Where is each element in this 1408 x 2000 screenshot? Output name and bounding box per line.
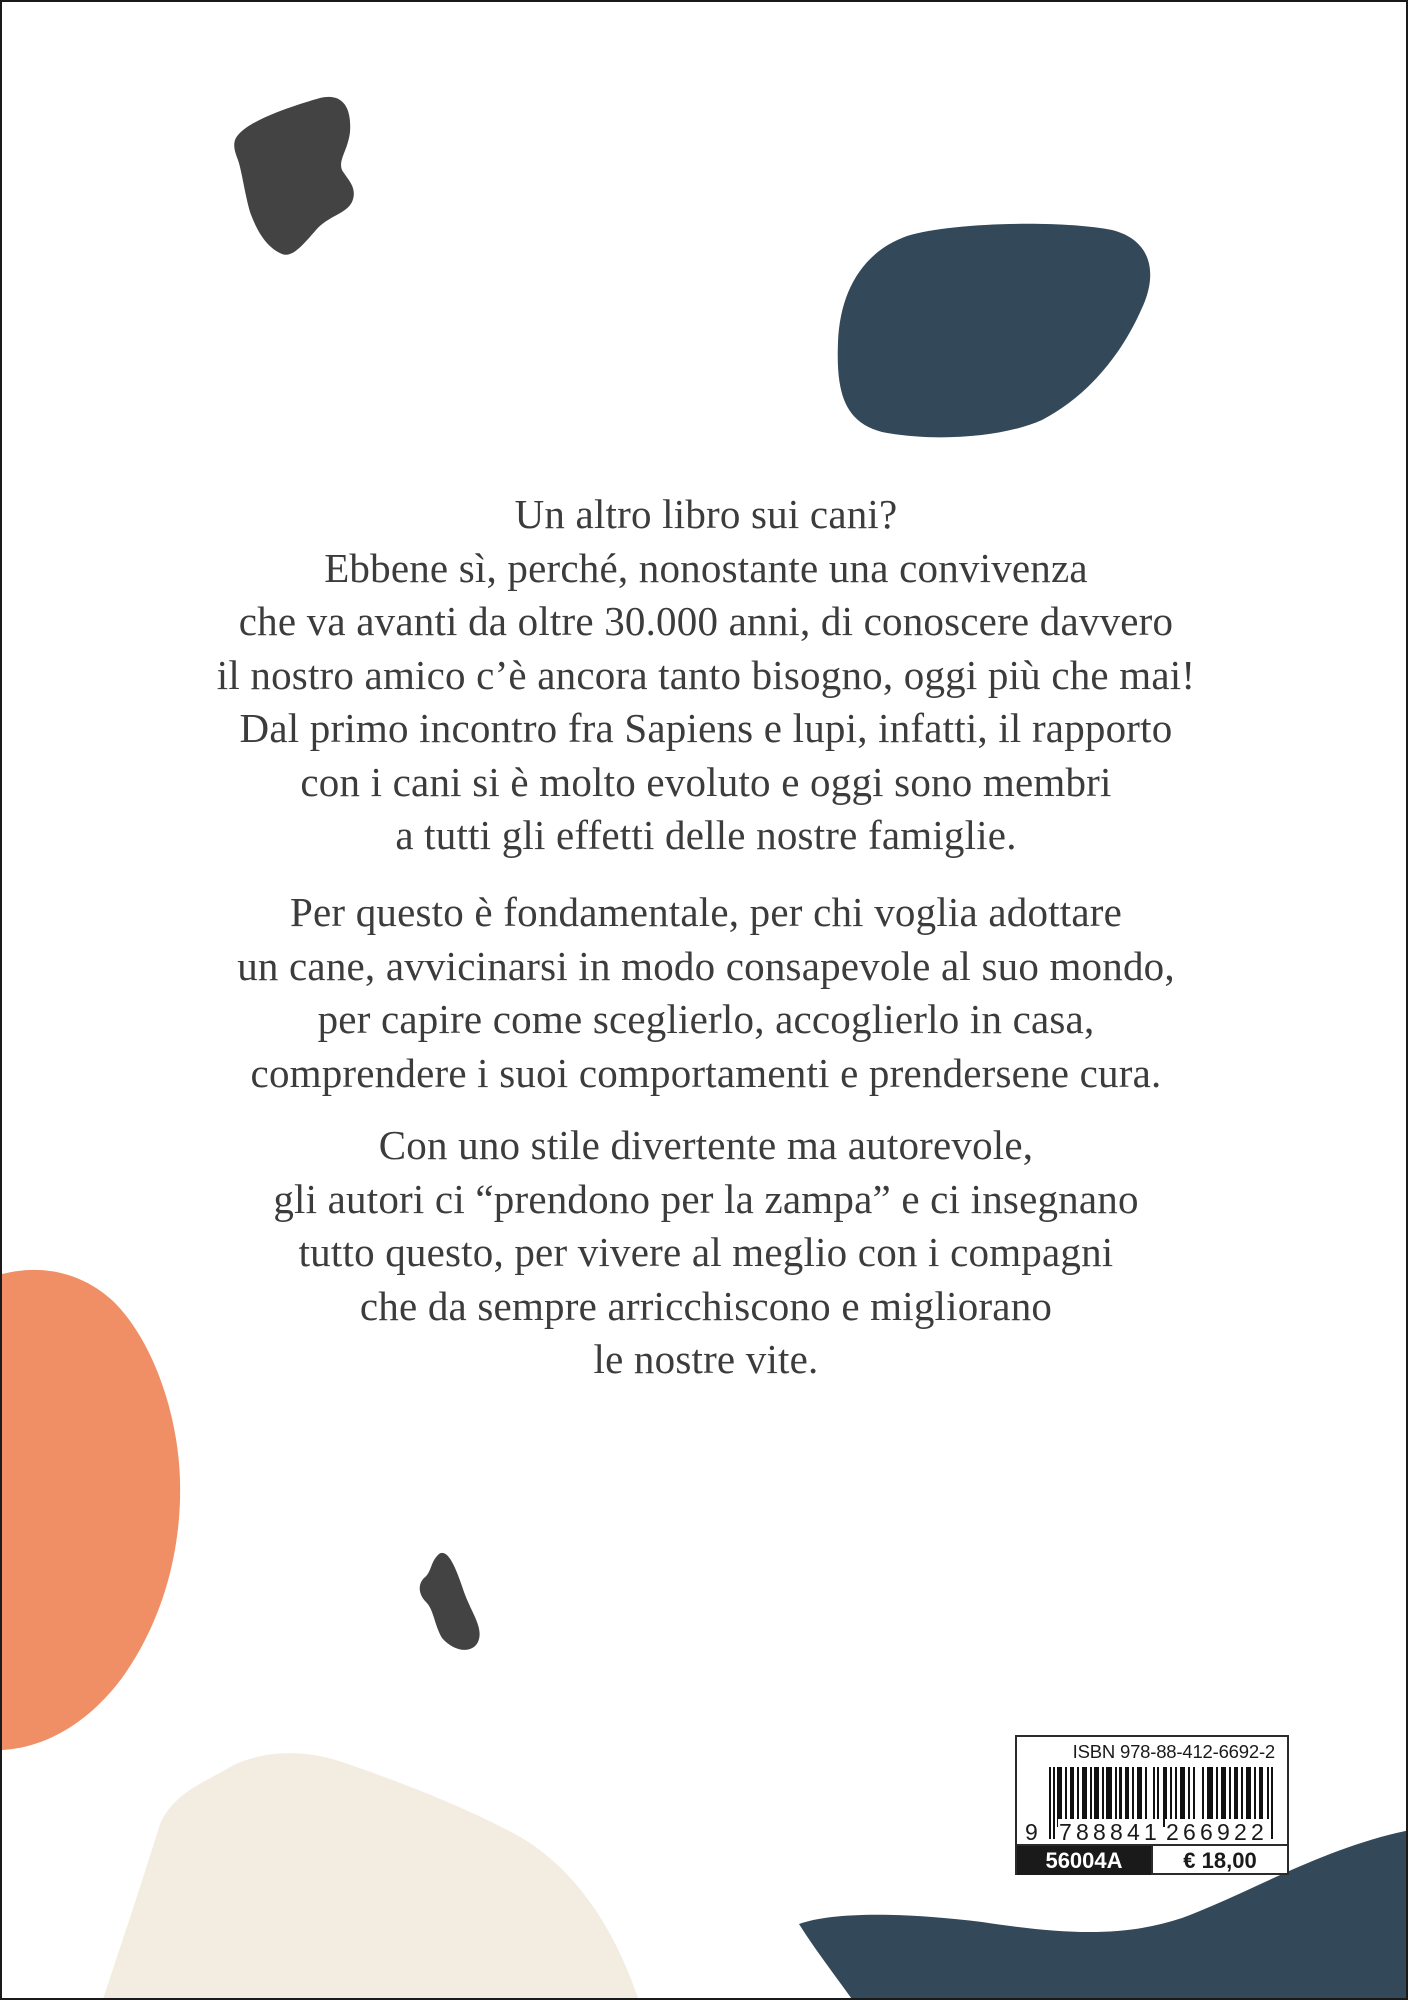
blurb-line: Dal primo incontro fra Sapiens e lupi, infatti, il rapporto: [239, 705, 1173, 751]
ean-digits-right: 266922: [1166, 1819, 1268, 1845]
blurb-line: Un altro libro sui cani?: [514, 491, 898, 537]
price-row: [1017, 1844, 1287, 1875]
blurb-line: che va avanti da oltre 30.000 anni, di conoscere davvero: [238, 598, 1174, 644]
blurb-line: con i cani si è molto evoluto e oggi sono membri: [300, 758, 1112, 805]
blurb-line: Ebbene sì, perché, nonostante una convivenza: [324, 544, 1088, 591]
blurb-line: un cane, avvicinarsi in modo consapevole al suo mondo,: [237, 942, 1175, 989]
navy-blob-top-icon: [838, 224, 1151, 438]
blurb-line: le nostre vite.: [593, 1336, 819, 1382]
charcoal-blob-top-icon: [234, 97, 354, 255]
blurb-paragraph-1: [2, 488, 1408, 863]
blurb-line: per capire come sceglierlo, accoglierlo in casa,: [317, 996, 1095, 1042]
price-label: € 18,00: [1151, 1846, 1287, 1875]
blurb-line: Con uno stile divertente ma autorevole,: [378, 1122, 1034, 1168]
ean-digits-left: 788841: [1059, 1819, 1161, 1845]
isbn-label: ISBN 978-88-412-6692-2: [1072, 1741, 1275, 1762]
beige-blob-bottom-icon: [102, 1753, 640, 2000]
blurb-line: il nostro amico c’è ancora tanto bisogno, oggi più che mai!: [216, 651, 1196, 698]
blurb-line: tutto questo, per vivere al meglio con i compagni: [298, 1229, 1114, 1275]
blurb-line: gli autori ci “prendono per la zampa” e ci insegnano: [273, 1175, 1139, 1222]
charcoal-blob-small-icon: [420, 1553, 480, 1650]
blurb-line: comprendere i suoi comportamenti e prendersene cura.: [250, 1049, 1162, 1096]
product-code: 56004A: [1017, 1846, 1151, 1875]
blurb-line: Per questo è fondamentale, per chi voglia adottare: [290, 889, 1122, 935]
blurb-paragraph-3: [2, 1119, 1408, 1387]
blurb-paragraph-2: [2, 886, 1408, 1100]
blurb-line: che da sempre arricchiscono e migliorano: [359, 1282, 1053, 1329]
blurb-line: a tutti gli effetti delle nostre famiglie.: [395, 812, 1017, 858]
barcode-label: [1015, 1735, 1289, 1875]
ean-first-digit: 9: [1025, 1819, 1038, 1845]
